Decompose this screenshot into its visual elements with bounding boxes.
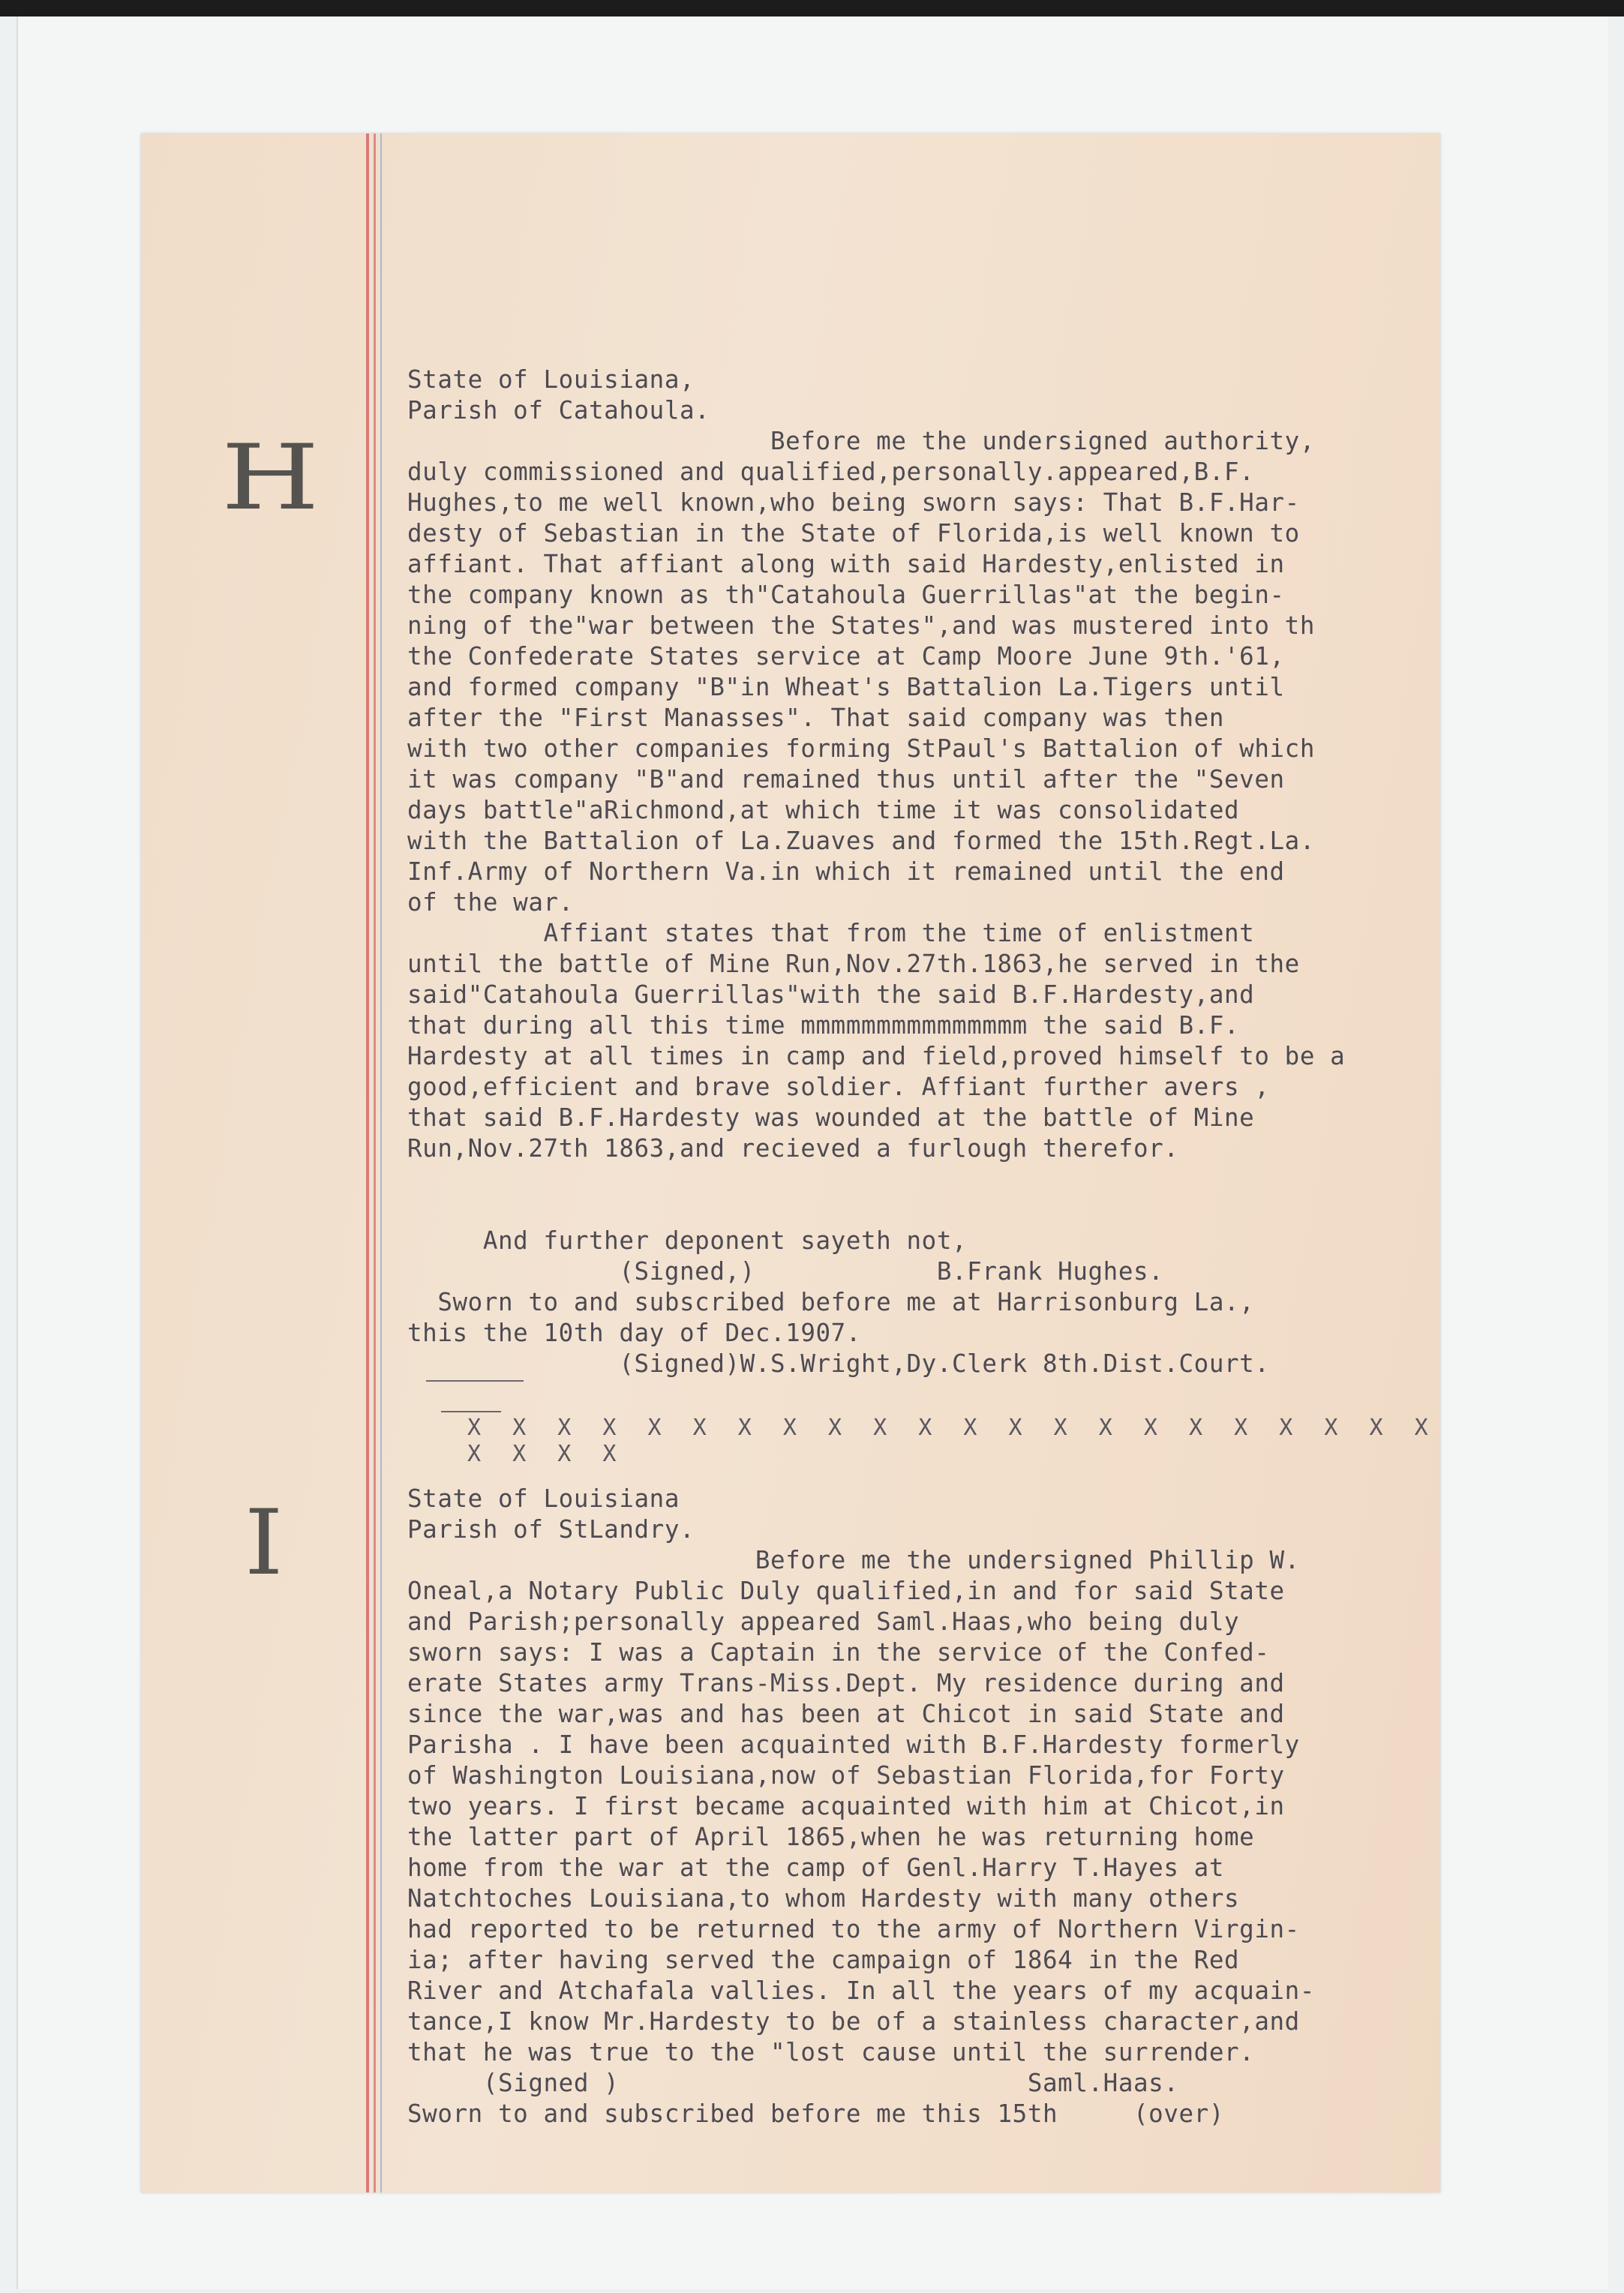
text-line: of the war. [407,888,574,917]
text-line: until the battle of Mine Run,Nov.27th.1863,he served in the [407,950,1300,978]
section-separator: X X X X X X X X X X X X X X X X X X X X X X X X X X [467,1415,1437,1467]
text-line: days battle"aRichmond,at which time it was consolidated [407,796,1240,824]
text-line: And further deponent sayeth not, [407,1226,968,1255]
text-line: the Confederate States service at Camp Moore June 9th.'61, [407,642,1285,671]
text-line: (Signed ) Saml.Haas. [407,2069,1179,2097]
text-line [407,1164,1440,1195]
text-line: sworn says: I was a Captain in the service of the Confed- [407,1638,1270,1667]
text-line: Inf.Army of Northern Va.in which it remained until the end [407,857,1285,886]
text-line: Oneal,a Notary Public Duly qualified,in and for said State [407,1577,1285,1605]
text-line: Sworn to and subscribed before me this 15th (over) [407,2099,1224,2128]
affidavit-hughes [407,365,1440,1379]
text-line: erate States army Trans-Miss.Dept. My residence during and [407,1669,1285,1697]
text-line: affiant. That affiant along with said Hardesty,enlisted in [407,550,1285,578]
text-line: Parish of StLandry. [407,1515,695,1544]
rule-dash [441,1411,501,1412]
text-line: Before me the undersigned authority, [407,427,1315,455]
text-line: since the war,was and has been at Chicot in said State and [407,1700,1285,1728]
text-line: good,efficient and brave soldier. Affiant further avers , [407,1073,1270,1101]
text-line: and formed company "B"in Wheat's Battalion La.Tigers until [407,673,1285,701]
text-line: duly commissioned and qualified,personally.appeared,B.F. [407,458,1255,486]
text-line [407,1195,1440,1226]
text-line: this the 10th day of Dec.1907. [407,1319,861,1347]
margin-rule [380,134,382,2192]
text-line: (Signed,) B.Frank Hughes. [407,1257,1164,1286]
margin-mark-h: H [221,426,320,530]
scanner-top-edge [0,0,1624,17]
text-line: State of Louisiana [407,1484,680,1513]
text-line: State of Louisiana, [407,365,695,394]
text-line: Before me the undersigned Phillip W. [407,1546,1300,1574]
text-line: Hughes,to me well known,who being sworn says: That B.F.Har- [407,488,1300,517]
text-line: ia; after having served the campaign of 1864 in the Red [407,1946,1240,1974]
text-line: after the "First Manasses". That said company was then [407,704,1224,732]
margin-rule [366,134,369,2192]
text-line: River and Atchafala vallies. In all the years of my acquain- [407,1976,1315,2005]
text-line: with two other companies forming StPaul's Battalion of which [407,734,1315,763]
text-line: the company known as th"Catahoula Guerrillas"at the begin- [407,581,1285,609]
text-line: Sworn to and subscribed before me at Harrisonburg La., [407,1288,1255,1316]
text-line: Parish of Catahoula. [407,396,710,425]
text-line: it was company "B"and remained thus until after the "Seven [407,765,1285,794]
text-line: of Washington Louisiana,now of Sebastian Florida,for Forty [407,1761,1285,1790]
text-line: ning of the"war between the States",and was mustered into th [407,611,1315,640]
text-line: that during all this time mmmmmmmmmmmmmmm the said B.F. [407,1011,1240,1040]
text-line: home from the war at the camp of Genl.Harry T.Hayes at [407,1853,1224,1882]
rule-dash [426,1380,524,1382]
text-line: (Signed)W.S.Wright,Dy.Clerk 8th.Dist.Court. [407,1349,1270,1378]
text-line: said"Catahoula Guerrillas"with the said B.F.Hardesty,and [407,980,1255,1009]
text-line: that said B.F.Hardesty was wounded at the battle of Mine [407,1103,1255,1132]
text-line: that he was true to the "lost cause until the surrender. [407,2038,1255,2066]
text-line: desty of Sebastian in the State of Florida,is well known to [407,519,1300,548]
text-line: Affiant states that from the time of enlistment [407,919,1255,947]
margin-mark-i: I [244,1491,284,1595]
text-line: Natchtoches Louisiana,to whom Hardesty with many others [407,1884,1240,1913]
text-line: Hardesty at all times in camp and field,proved himself to be a [407,1042,1346,1070]
text-line: tance,I know Mr.Hardesty to be of a stainless character,and [407,2007,1300,2036]
text-line: Run,Nov.27th 1863,and recieved a furlough therefor. [407,1134,1179,1163]
text-line: had reported to be returned to the army of Northern Virgin- [407,1915,1300,1943]
text-line: Parisha . I have been acquainted with B.F.Hardesty formerly [407,1730,1300,1759]
text-line: with the Battalion of La.Zuaves and formed the 15th.Regt.La. [407,827,1315,855]
affidavit-haas [407,1484,1440,2129]
text-line: the latter part of April 1865,when he was returning home [407,1823,1255,1851]
document-page [141,134,1440,2192]
text-line: two years. I first became acquainted with him at Chicot,in [407,1792,1285,1820]
margin-rule [374,134,376,2192]
text-line: and Parish;personally appeared Saml.Haas,who being duly [407,1607,1240,1636]
